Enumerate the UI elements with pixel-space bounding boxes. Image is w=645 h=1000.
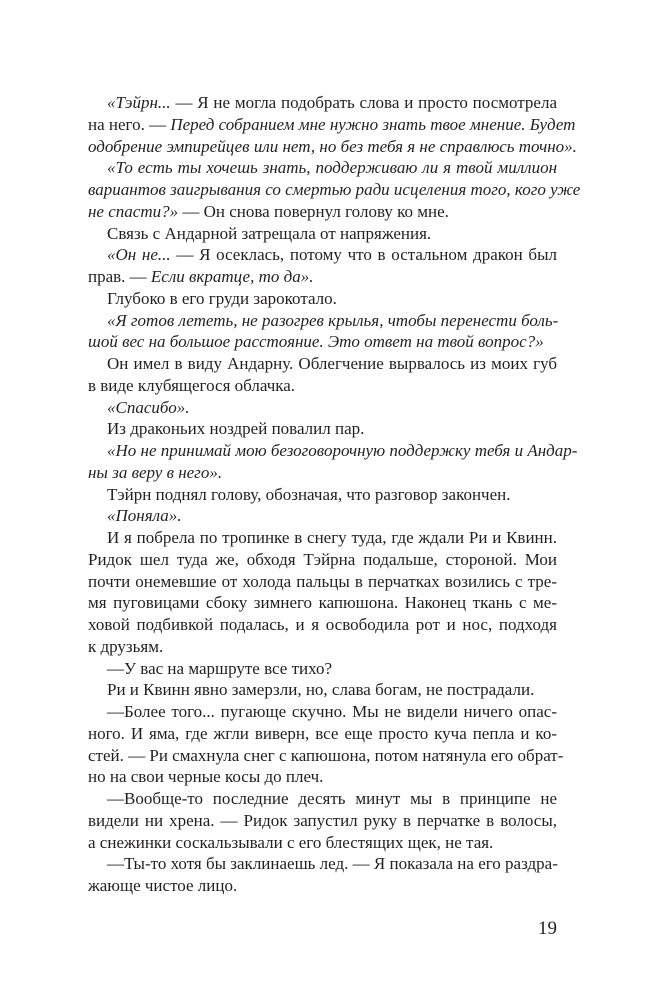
text-line — [88, 810, 557, 832]
text-segment: —У вас на маршруте все тихо? — [107, 658, 333, 678]
text-segment: — Я не могла подобрать слова и просто посмотрела — [175, 93, 557, 112]
text-segment: И я побрела по тропинке в снегу туда, где ждали Ри и Квинн. — [107, 528, 557, 547]
text-line — [88, 679, 557, 701]
text-segment: Он имел в виду Андарну. Облегчение вырвалось из моих губ — [107, 354, 557, 373]
text-segment: видели ни хрена. — Ридок запустил руку в перчатке в волосы, — [88, 810, 557, 830]
text-line — [88, 244, 557, 266]
text-segment: Ридок шел туда же, обходя Тэйрна подальше, стороной. Мои — [88, 549, 557, 569]
text-line — [88, 571, 557, 593]
text-segment: Из драконьих ноздрей повалил пар. — [107, 419, 365, 439]
text-line — [88, 310, 557, 332]
text-segment: к друзьям. — [88, 636, 164, 656]
text-segment: прав. — — [88, 267, 151, 286]
text-segment: — Я осеклась, потому что в остальном дракон был — [176, 245, 557, 265]
text-segment: —Ты-то хотя бы заклинаешь лед. — Я показала на его раздра- — [107, 854, 558, 874]
text-line — [88, 157, 557, 179]
text-segment: в виде клубящегося облачка. — [88, 375, 296, 395]
italic-text-segment: «Я готов лететь, не разогрев крылья, чтобы перенести боль- — [107, 310, 559, 330]
text-line — [88, 701, 557, 723]
text-line — [88, 331, 557, 353]
text-line — [88, 353, 557, 375]
italic-text-segment: «Спасибо». — [107, 397, 190, 417]
text-line — [88, 288, 557, 310]
text-line — [88, 505, 557, 527]
text-segment: —Более того... пугающе скучно. Мы не видели ничего опас- — [107, 702, 557, 721]
text-line — [88, 136, 577, 158]
page-number: 19 — [538, 918, 557, 939]
text-line — [88, 723, 557, 745]
text-segment: на него. — — [88, 114, 171, 134]
text-line — [88, 658, 557, 680]
text-line — [88, 418, 557, 440]
text-line — [88, 527, 557, 549]
italic-text-segment: «Тэйрн... — [107, 93, 176, 112]
italic-text-segment: одобрение эмпирейцев или нет, но без тебя я не справлюсь точно». — [88, 136, 577, 156]
italic-text-segment: ны за веру в него». — [88, 462, 223, 482]
text-line — [88, 114, 576, 136]
text-segment: почти онемевшие от холода пальцы в перчатках возились с тре- — [88, 571, 557, 591]
italic-text-segment: Перед собранием мне нужно знать твое мнение. Будет — [170, 114, 576, 134]
text-line — [88, 462, 557, 484]
text-segment: ного. И яма, где жгли виверн, все еще просто куча пепла и ко- — [88, 723, 557, 743]
text-segment: Ри и Квинн явно замерзли, но, слава богам, не пострадали. — [107, 680, 535, 700]
italic-text-segment: «Он не... — [107, 245, 177, 265]
text-line — [88, 179, 581, 201]
text-segment: — Он снова повернул голову ко мне. — [182, 201, 449, 221]
text-line — [88, 832, 557, 854]
italic-text-segment: Если вкратце, то да». — [150, 267, 314, 286]
italic-text-segment: «То есть ты хочешь знать, поддерживаю ли я твой миллион — [107, 158, 557, 178]
text-line — [88, 223, 557, 245]
text-segment: —Вообще-то последние десять минут мы в принципе не — [107, 789, 557, 808]
text-segment: стей. — Ри смахнула снег с капюшона, потом натянула его обрат- — [88, 745, 564, 765]
text-line — [88, 201, 557, 223]
text-line — [88, 745, 564, 767]
text-segment: ховой подбивкой подалась, и я освободила рот и нос, подходя — [88, 615, 557, 634]
italic-text-segment: вариантов заигрывания со смертью ради исцеления того, кого уже — [88, 180, 581, 199]
text-line — [88, 614, 557, 636]
text-line — [88, 549, 557, 571]
italic-text-segment: «Но не принимай мою безоговорочную поддержку тебя и Андар- — [107, 441, 578, 460]
text-segment: Тэйрн поднял голову, обозначая, что разговор закончен. — [107, 484, 511, 504]
text-segment: но на свои черные косы до плеч. — [88, 767, 324, 787]
text-segment: Глубоко в его груди зарокотало. — [107, 288, 337, 308]
text-line — [88, 375, 557, 397]
text-segment: а снежинки соскальзывали с его блестящих щек, не тая. — [88, 832, 494, 852]
text-line — [88, 484, 557, 506]
text-line — [88, 397, 557, 419]
text-line — [88, 788, 557, 810]
text-line — [88, 875, 557, 897]
text-line — [88, 92, 557, 114]
text-segment: Связь с Андарной затрещала от напряжения. — [107, 223, 432, 243]
text-segment: жающе чистое лицо. — [88, 876, 238, 895]
text-line — [88, 636, 557, 658]
text-line — [88, 766, 557, 788]
text-line — [88, 440, 578, 462]
text-line — [88, 266, 557, 288]
italic-text-segment: не спасти?» — [88, 201, 183, 221]
italic-text-segment: шой вес на большое расстояние. Это ответ на твой вопрос?» — [88, 332, 544, 352]
text-line — [88, 592, 557, 614]
text-segment: мя пуговицами сбоку зимнего капюшона. Наконец ткань с ме- — [88, 593, 557, 613]
text-line — [88, 853, 557, 875]
body-text — [88, 92, 581, 897]
italic-text-segment: «Поняла». — [107, 506, 182, 526]
